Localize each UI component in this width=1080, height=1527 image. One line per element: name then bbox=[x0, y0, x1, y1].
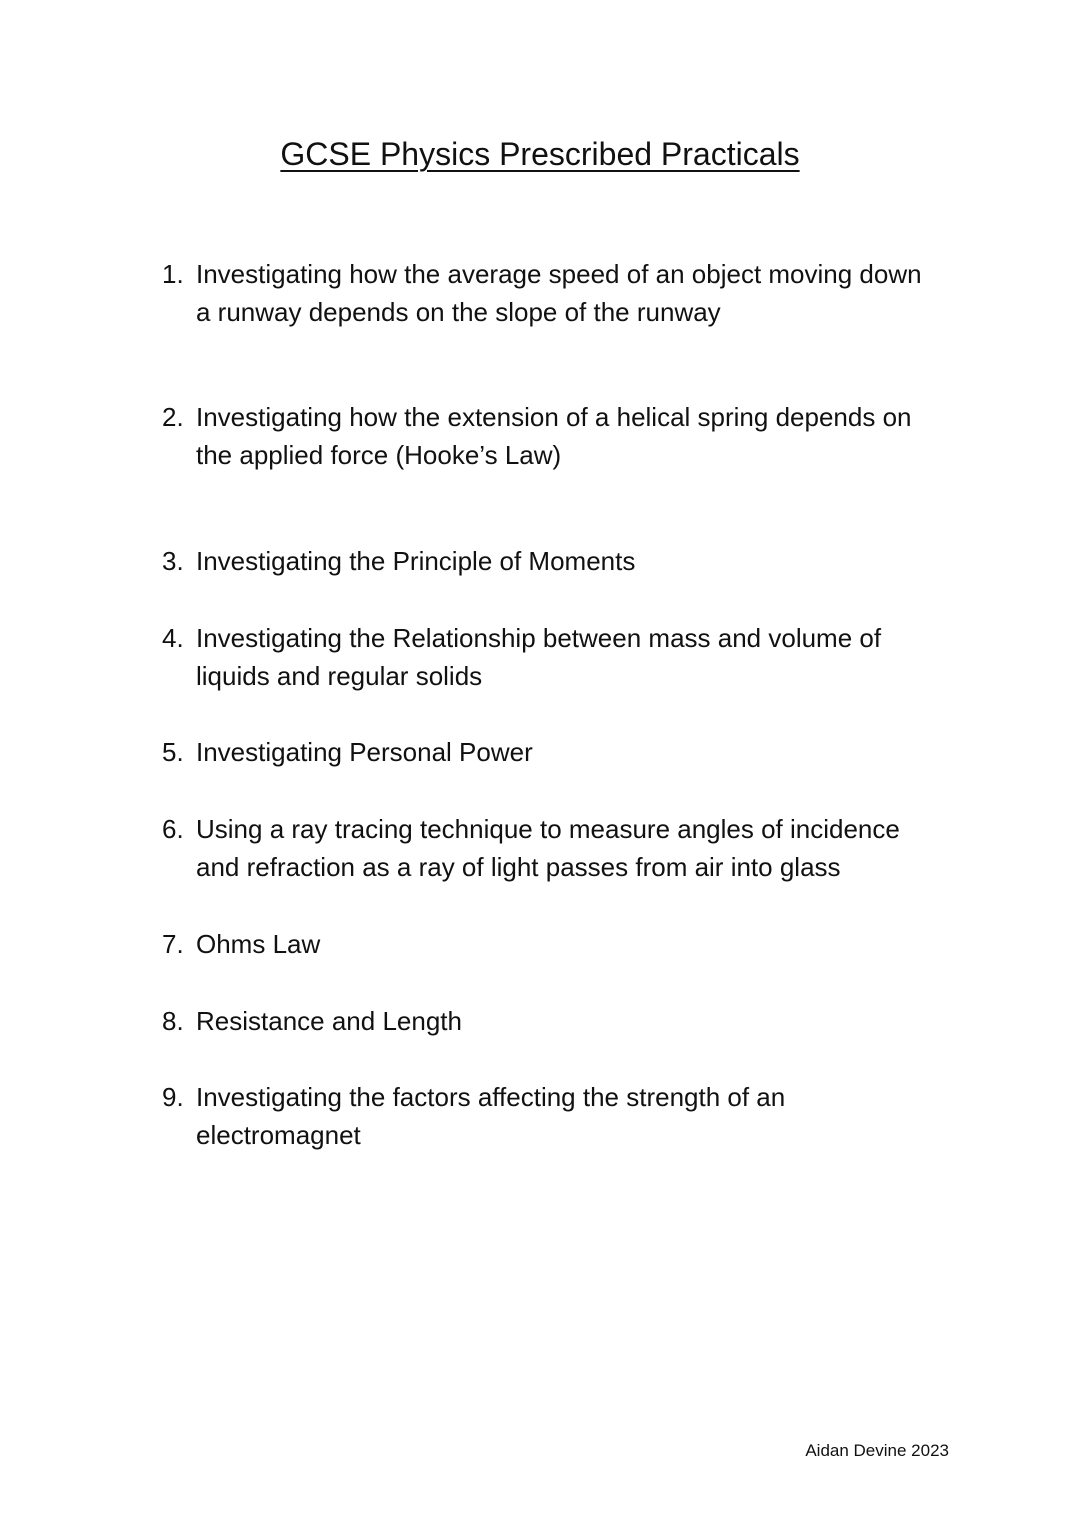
list-item bbox=[162, 733, 962, 771]
item-line: Investigating the Principle of Moments bbox=[196, 546, 636, 576]
item-number: 9. bbox=[162, 1082, 184, 1112]
item-text bbox=[196, 1078, 962, 1154]
item-line: electromagnet bbox=[196, 1120, 361, 1150]
item-text bbox=[196, 925, 962, 963]
item-line: Investigating the factors affecting the strength of an bbox=[196, 1082, 786, 1112]
item-number: 2. bbox=[162, 402, 184, 432]
item-text bbox=[196, 398, 962, 474]
item-text bbox=[196, 810, 962, 886]
item-line: Investigating the Relationship between mass and volume of bbox=[196, 623, 882, 653]
item-line: Ohms Law bbox=[196, 929, 321, 959]
item-line: Investigating Personal Power bbox=[196, 737, 533, 767]
author-footer: Aidan Devine 2023 bbox=[805, 1441, 949, 1460]
list-item bbox=[162, 542, 962, 580]
item-line: a runway depends on the slope of the runway bbox=[196, 297, 721, 327]
item-number: 1. bbox=[162, 259, 184, 289]
item-line: the applied force (Hooke’s Law) bbox=[196, 440, 562, 470]
item-line: and refraction as a ray of light passes from air into glass bbox=[196, 852, 841, 882]
item-line: Using a ray tracing technique to measure angles of incidence bbox=[196, 814, 900, 844]
item-line: Investigating how the extension of a helical spring depends on bbox=[196, 402, 912, 432]
item-text bbox=[196, 733, 962, 771]
item-text bbox=[196, 542, 962, 580]
list-item bbox=[162, 1078, 962, 1154]
item-number: 4. bbox=[162, 623, 184, 653]
list-item bbox=[162, 255, 962, 331]
list-item bbox=[162, 619, 962, 695]
page-title: GCSE Physics Prescribed Practicals bbox=[280, 136, 800, 172]
item-text bbox=[196, 255, 962, 331]
list-item bbox=[162, 925, 962, 963]
item-line: Investigating how the average speed of an object moving down bbox=[196, 259, 922, 289]
item-text bbox=[196, 619, 962, 695]
item-line: liquids and regular solids bbox=[196, 661, 483, 691]
item-text bbox=[196, 1002, 962, 1040]
item-number: 6. bbox=[162, 814, 184, 844]
list-item bbox=[162, 398, 962, 474]
item-number: 7. bbox=[162, 929, 184, 959]
item-number: 5. bbox=[162, 737, 184, 767]
item-line: Resistance and Length bbox=[196, 1006, 462, 1036]
item-number: 8. bbox=[162, 1006, 184, 1036]
list-item bbox=[162, 810, 962, 886]
item-number: 3. bbox=[162, 546, 184, 576]
list-item bbox=[162, 1002, 962, 1040]
